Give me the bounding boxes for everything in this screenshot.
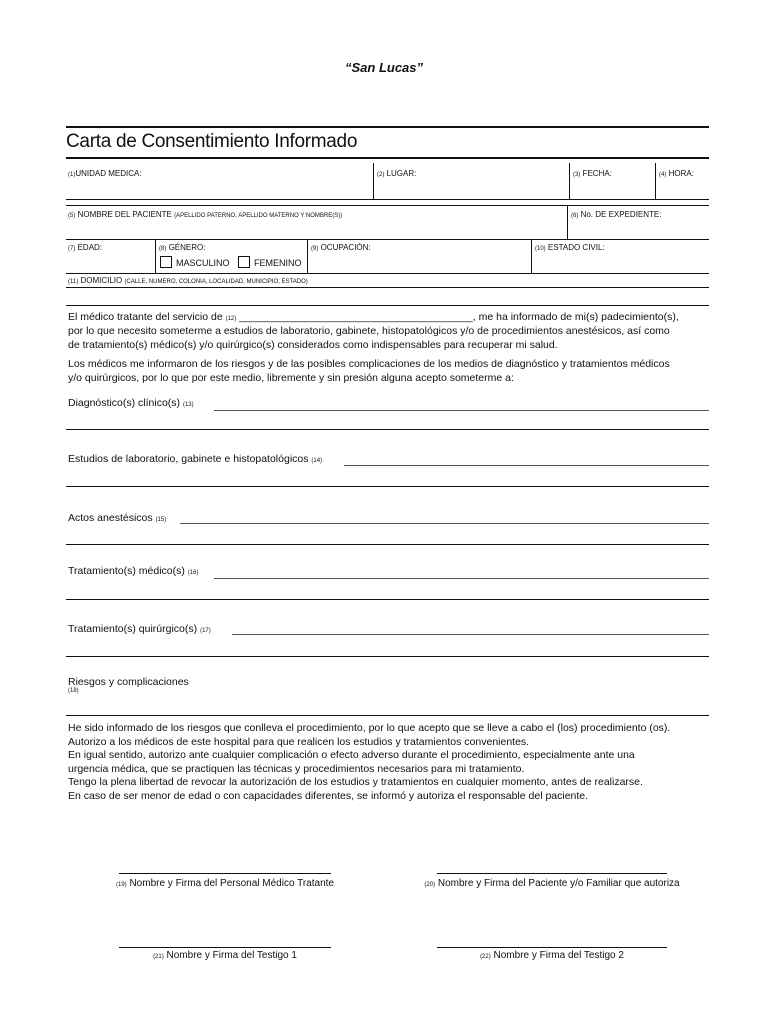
- divider: [307, 239, 308, 273]
- field-lugar[interactable]: (2) LUGAR:: [377, 169, 417, 178]
- divider: [569, 163, 570, 199]
- intro-line-1: El médico tratante del servicio de (12) ________________________________________, me ha informado de mi(s) padecimiento(s),: [68, 311, 679, 323]
- signature-label-medico: (19) Nombre y Firma del Personal Médico Tratante: [116, 878, 334, 889]
- signature-label-testigo-2: (22) Nombre y Firma del Testigo 2: [480, 950, 624, 961]
- section-rule: [66, 656, 709, 657]
- field-estado-civil[interactable]: (10) ESTADO CIVIL:: [535, 243, 605, 252]
- servicio-blank[interactable]: ________________________________________: [239, 311, 473, 323]
- row-rule: [66, 205, 709, 206]
- form-title: Carta de Consentimiento Informado: [66, 131, 358, 152]
- field-domicilio[interactable]: (11) DOMICILIO (CALLE, NUMERO, COLONIA, LOCALIDAD, MUNICIPIO, ESTADO): [68, 276, 308, 285]
- field-nombre-paciente[interactable]: (5) NOMBRE DEL PACIENTE (APELLIDO PATERNO, APELLIDO MATERNO Y NOMBRE(S)): [68, 210, 343, 219]
- row-rule: [66, 305, 709, 306]
- quirurgicos-fill-line[interactable]: [232, 634, 709, 635]
- field-unidad-medica[interactable]: (1)UNIDAD MEDICA:: [68, 169, 142, 178]
- section-rule: [66, 429, 709, 430]
- title-top-rule: [66, 126, 709, 128]
- intro-line-5: y/o quirúrgicos, por lo que por este medio, libremente y sin presión alguna acepto someterme a:: [68, 372, 514, 384]
- row-rule: [66, 287, 709, 288]
- section-rule: [66, 715, 709, 716]
- field-genero: (8) GÉNERO:: [159, 243, 206, 252]
- field-expediente[interactable]: (6) No. DE EXPEDIENTE:: [571, 210, 662, 219]
- checkbox-box[interactable]: [238, 256, 250, 268]
- section-diagnostico: Diagnóstico(s) clínico(s) (13): [68, 397, 194, 409]
- checkbox-masculino[interactable]: MASCULINO: [160, 256, 230, 268]
- diagnostico-fill-line[interactable]: [214, 410, 709, 411]
- signature-label-paciente: (20) Nombre y Firma del Paciente y/o Familiar que autoriza: [424, 878, 680, 889]
- intro-line-4: Los médicos me informaron de los riesgos y de las posibles complicaciones de los medios de diagnóstico y tratamientos médicos: [68, 358, 670, 370]
- checkbox-box[interactable]: [160, 256, 172, 268]
- divider: [155, 239, 156, 273]
- field-edad[interactable]: (7) EDAD:: [68, 243, 103, 252]
- divider: [655, 163, 656, 199]
- section-rule: [66, 486, 709, 487]
- section-anestesicos: Actos anestésicos (15): [68, 512, 167, 524]
- row-rule: [66, 273, 709, 274]
- row-rule: [66, 199, 709, 200]
- divider: [531, 239, 532, 273]
- section-rule: [66, 599, 709, 600]
- section-estudios: Estudios de laboratorio, gabinete e histopatológicos (14): [68, 453, 323, 465]
- intro-line-2: por lo que necesito someterme a estudios de laboratorio, gabinete, histopatológicos y/o de procedimientos anestésicos, así como: [68, 325, 670, 337]
- medicos-fill-line[interactable]: [214, 578, 709, 579]
- signature-line-testigo-1[interactable]: [119, 947, 331, 948]
- hospital-name: “San Lucas”: [344, 60, 424, 75]
- consent-paragraph: He sido informado de los riesgos que conlleva el procedimiento, por lo que acepto que se lleve a cabo el (los) procedimiento (os). Autorizo a los médicos de este hospital para que realicen los estudios y tratamientos convenientes. En igual sentido, autorizo ante cualquier complicación o efecto adverso durante el procedimiento, especialmente ante una urgencia médica, que se practiquen las técnicas y procedimientos necesarios para mi tratamiento. Tengo la plena libertad de revocar la autorización de los estudios y tratamientos en cualquier momento, antes de realizarse. En caso de ser menor de edad o con capacidades diferentes, se informó y autoriza el responsable del paciente.: [68, 722, 671, 802]
- field-ocupacion[interactable]: (9) OCUPACIÓN:: [311, 243, 371, 252]
- section-quirurgicos: Tratamiento(s) quirúrgico(s) (17): [68, 623, 211, 635]
- checkbox-femenino[interactable]: FEMENINO: [238, 256, 302, 268]
- divider: [373, 163, 374, 199]
- section-rule: [66, 544, 709, 545]
- divider: [567, 205, 568, 239]
- section-riesgos: Riesgos y complicaciones (18): [68, 676, 189, 694]
- title-bottom-rule: [66, 157, 709, 159]
- section-medicos: Tratamiento(s) médico(s) (16): [68, 565, 199, 577]
- anestesicos-fill-line[interactable]: [180, 523, 709, 524]
- row-rule: [66, 239, 709, 240]
- field-fecha[interactable]: (3) FECHA:: [573, 169, 612, 178]
- field-hora[interactable]: (4) HORA:: [659, 169, 694, 178]
- estudios-fill-line[interactable]: [344, 465, 709, 466]
- signature-label-testigo-1: (21) Nombre y Firma del Testigo 1: [153, 950, 297, 961]
- intro-line-3: de tratamiento(s) médico(s) y/o quirúrgico(s) considerados como indispensables para recuperar mi salud.: [68, 339, 558, 351]
- signature-line-paciente[interactable]: [437, 873, 667, 874]
- signature-line-testigo-2[interactable]: [437, 947, 667, 948]
- signature-line-medico[interactable]: [119, 873, 331, 874]
